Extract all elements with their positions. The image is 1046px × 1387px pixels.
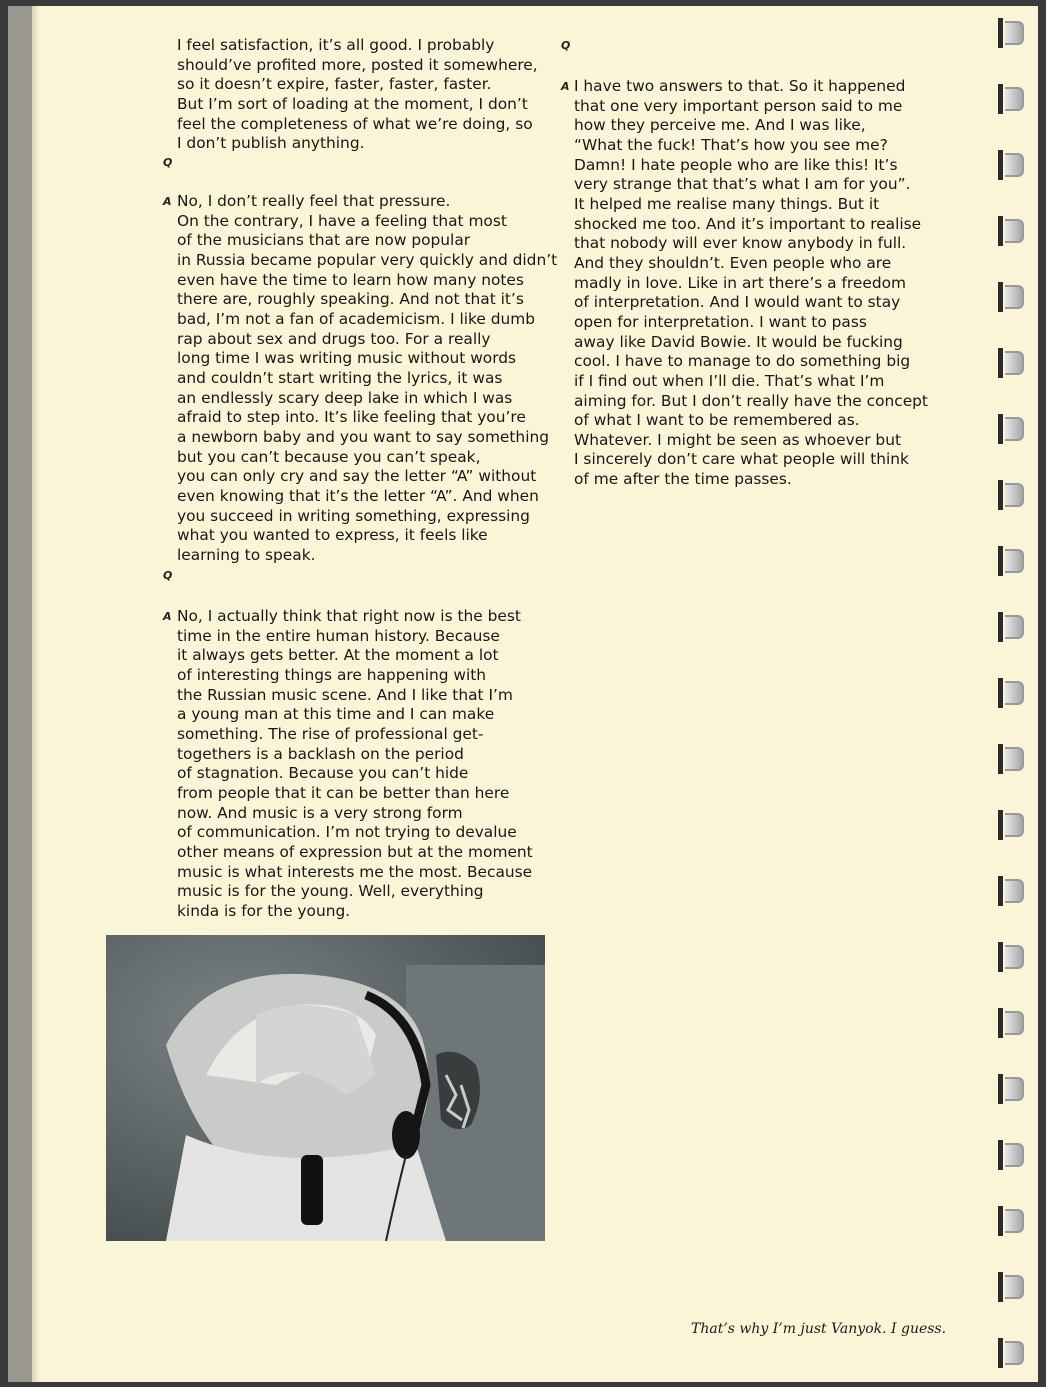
text-line: cool. I have to manage to do something big [574, 352, 911, 371]
text-line: time in the entire human history. Because [177, 626, 500, 645]
text-line: aiming for. But I don’t really have the concept [574, 391, 928, 410]
text-line: that nobody will ever know anybody in full. [574, 234, 907, 253]
left-answer-1 [177, 36, 538, 154]
text-line: music is for the young. Well, everything [177, 882, 484, 901]
text-line: Whatever. I might be seen as whoever but [574, 430, 901, 449]
text-line: it always gets better. At the moment a lot [177, 646, 499, 665]
text-line: a young man at this time and I can make [177, 705, 495, 724]
text-line: of stagnation. Because you can’t hide [177, 764, 469, 783]
text-line: togethers is a backlash on the period [177, 744, 464, 763]
binding-ring [998, 678, 1024, 708]
text-line: long time I was writing music without words [177, 349, 517, 368]
binding-ring [998, 1272, 1024, 1302]
binding-ring [998, 150, 1024, 180]
text-line: that one very important person said to me [574, 96, 903, 115]
text-line: afraid to step into. It’s like feeling that you’re [177, 408, 526, 427]
text-line: very strange that that’s what I am for you”. [574, 175, 911, 194]
text-line: so it doesn’t expire, faster, faster, faster. [177, 75, 492, 94]
footer-quote: That’s why I’m just Vanyok. I guess. [691, 1321, 947, 1337]
question-marker: Q [561, 39, 571, 52]
text-line: feel the completeness of what we’re doing, so [177, 114, 533, 133]
binding-ring [998, 480, 1024, 510]
spiral-binding [988, 6, 1038, 1382]
photo-man-with-headphones-icon [106, 935, 545, 1241]
binding-ring [998, 18, 1024, 48]
text-line: and couldn’t start writing the lyrics, it was [177, 368, 503, 387]
text-line: I have two answers to that. So it happened [574, 77, 906, 95]
binding-ring [998, 1140, 1024, 1170]
binding-ring [998, 414, 1024, 444]
text-line: you can only cry and say the letter “A” without [177, 467, 537, 486]
text-line: should’ve profited more, posted it somewhere, [177, 55, 538, 74]
text-line: if I find out when I’ll die. That’s what I’m [574, 371, 885, 390]
text-line: a newborn baby and you want to say something [177, 427, 549, 446]
answer-marker: A [561, 80, 570, 93]
left-answer-2 [177, 192, 557, 565]
text-line: what you wanted to express, it feels like [177, 526, 488, 545]
text-line: away like David Bowie. It would be fucking [574, 332, 903, 351]
text-line: shocked me too. And it’s important to realise [574, 214, 922, 233]
text-line: madly in love. Like in art there’s a freedom [574, 273, 906, 292]
text-line: of interesting things are happening with [177, 665, 487, 684]
text-line: but you can’t because you can’t speak, [177, 447, 481, 466]
text-line: of what I want to be remembered as. [574, 411, 860, 430]
text-line: you succeed in writing something, expressing [177, 506, 530, 525]
binding-ring [998, 942, 1024, 972]
magazine-page [8, 6, 1038, 1382]
photo-man-with-headphones [106, 935, 545, 1241]
text-line: open for interpretation. I want to pass [574, 312, 867, 331]
text-line: No, I don’t really feel that pressure. [177, 192, 451, 210]
left-answer-3 [177, 607, 533, 922]
answer-marker: A [163, 610, 172, 623]
text-line: an endlessly scary deep lake in which I was [177, 388, 513, 407]
text-line: the Russian music scene. And I like that I’m [177, 685, 513, 704]
text-line: something. The rise of professional get- [177, 724, 484, 743]
text-line: But I’m sort of loading at the moment, I don’t [177, 94, 528, 113]
text-line: I don’t publish anything. [177, 134, 365, 153]
text-line: of me after the time passes. [574, 470, 792, 489]
question-marker: Q [163, 156, 173, 169]
text-line: rap about sex and drugs too. For a really [177, 329, 491, 348]
text-line: music is what interests me the most. Because [177, 862, 533, 881]
binding-ring [998, 546, 1024, 576]
text-line: of communication. I’m not trying to devalue [177, 823, 517, 842]
binding-ring [998, 1206, 1024, 1236]
binding-ring [998, 84, 1024, 114]
text-line: On the contrary, I have a feeling that most [177, 211, 507, 230]
text-line: And they shouldn’t. Even people who are [574, 253, 892, 272]
binding-ring [998, 348, 1024, 378]
question-marker: Q [163, 569, 173, 582]
page-edge-shadow [32, 6, 40, 1382]
binding-ring [998, 1008, 1024, 1038]
text-line: I feel satisfaction, it’s all good. I probably [177, 36, 495, 54]
text-line: “What the fuck! That’s how you see me? [574, 135, 888, 154]
text-line: now. And music is a very strong form [177, 803, 463, 822]
text-line: how they perceive me. And I was like, [574, 116, 866, 135]
binding-ring [998, 876, 1024, 906]
text-line: there are, roughly speaking. And not that it’s [177, 290, 524, 309]
binding-ring [998, 282, 1024, 312]
text-line: other means of expression but at the moment [177, 842, 533, 861]
text-line: learning to speak. [177, 545, 316, 564]
right-answer-1 [574, 77, 928, 490]
answer-marker: A [163, 195, 172, 208]
text-line: bad, I’m not a fan of academicism. I like dumb [177, 309, 536, 328]
text-line: It helped me realise many things. But it [574, 194, 880, 213]
text-line: in Russia became popular very quickly and didn’t [177, 250, 558, 269]
binding-ring [998, 1338, 1024, 1368]
text-line: from people that it can be better than here [177, 783, 510, 802]
page-edge-strip [8, 6, 32, 1382]
text-line: even knowing that it’s the letter “A”. And when [177, 486, 539, 505]
binding-ring [998, 1074, 1024, 1104]
binding-ring [998, 744, 1024, 774]
text-line: Damn! I hate people who are like this! It’s [574, 155, 898, 174]
text-line: No, I actually think that right now is the best [177, 607, 521, 625]
binding-ring [998, 216, 1024, 246]
text-line: even have the time to learn how many notes [177, 270, 524, 289]
binding-ring [998, 810, 1024, 840]
binding-ring [998, 612, 1024, 642]
text-line: of the musicians that are now popular [177, 231, 471, 250]
text-line: kinda is for the young. [177, 901, 351, 920]
text-line: I sincerely don’t care what people will think [574, 450, 909, 469]
text-line: of interpretation. And I would want to stay [574, 293, 901, 312]
